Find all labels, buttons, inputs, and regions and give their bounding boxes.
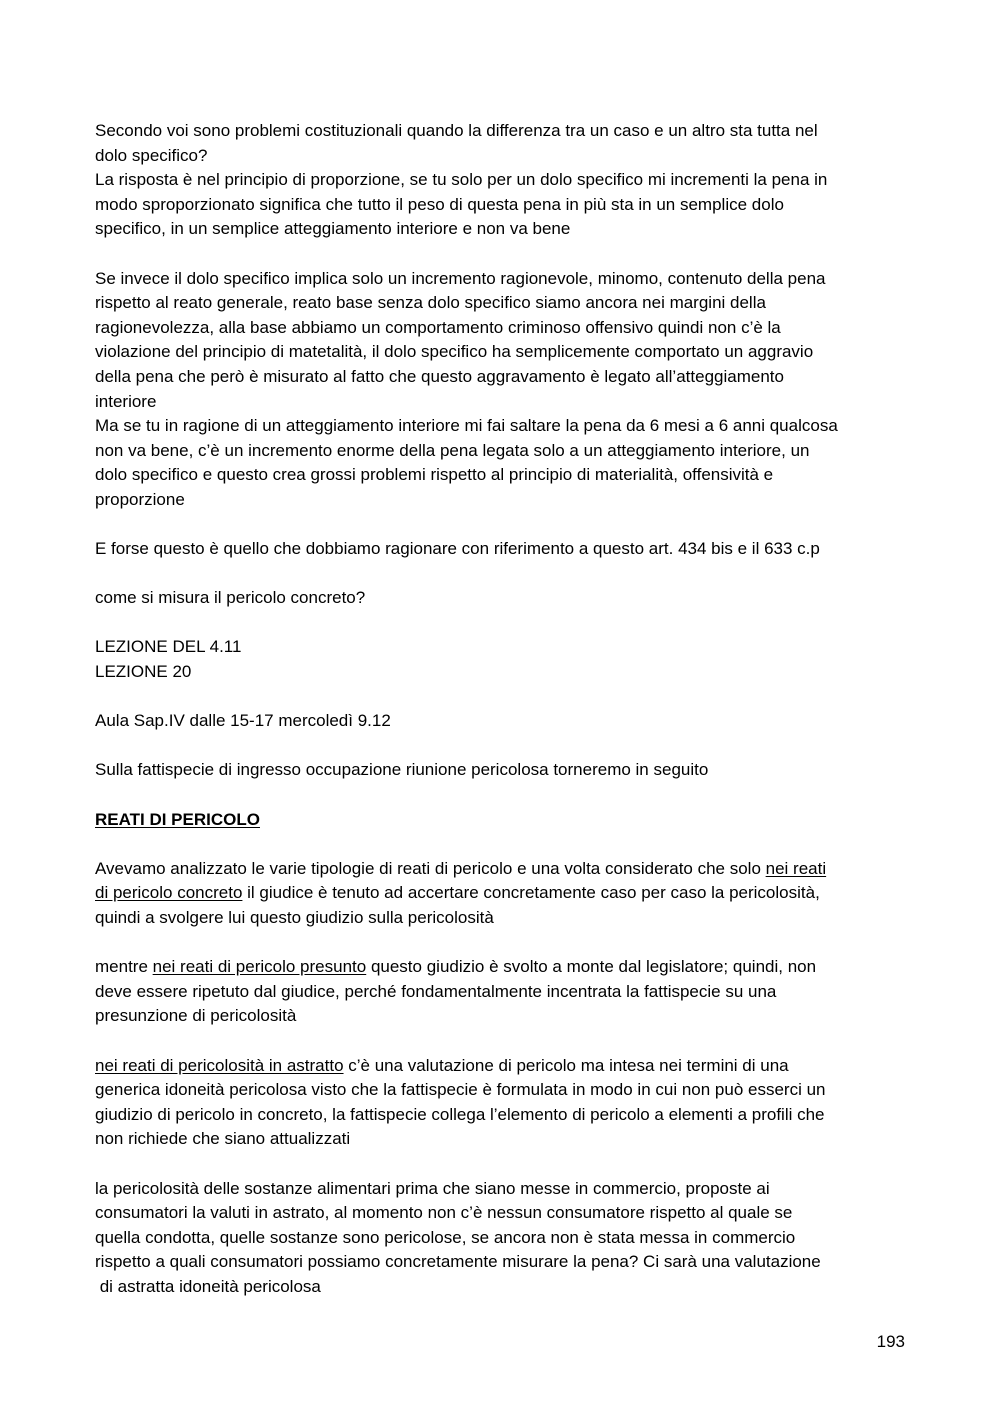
- text-segment: Avevamo analizzato le varie tipologie di reati di pericolo e una volta considerato che solo: [95, 858, 766, 878]
- text-line: interiore: [95, 391, 157, 411]
- text-line: violazione del principio di matetalità, il dolo specifico ha semplicemente comportato un aggravio: [95, 342, 814, 362]
- text-line: quella condotta, quelle sostanze sono pericolose, se ancora non è stata messa in commercio: [95, 1227, 796, 1247]
- paragraph-gap: [95, 1029, 910, 1054]
- text-line: quindi a svolgere lui questo giudizio sulla pericolosità: [95, 908, 494, 927]
- text-line: presunzione di pericolosità: [95, 1006, 297, 1026]
- text-line: proporzione: [95, 489, 185, 509]
- text-line: specifico, in un semplice atteggiamento interiore e non va bene: [95, 219, 571, 239]
- text-line: rispetto a quali consumatori possiamo concretamente misurare la pena? Ci sarà una valutazione: [95, 1252, 821, 1272]
- text-line: [95, 1054, 910, 1079]
- text-line: consumatori la valuti in astrato, al momento non c’è nessun consumatore rispetto al quale se: [95, 1203, 793, 1223]
- underlined-term: nei reati di pericolo presunto: [152, 957, 367, 977]
- text-line: Sulla fattispecie di ingresso occupazione riunione pericolosa torneremo in seguito: [95, 760, 709, 780]
- text-line: [95, 881, 910, 906]
- text-line: [95, 955, 910, 980]
- page-number: 193: [876, 1332, 905, 1351]
- text-line: non richiede che siano attualizzati: [95, 1129, 351, 1149]
- text-line: di astratta idoneità pericolosa: [95, 1276, 321, 1296]
- text-segment: mentre: [95, 957, 153, 977]
- text-line: come si misura il pericolo concreto?: [95, 588, 366, 608]
- lesson-number: LEZIONE 20: [95, 662, 192, 682]
- paragraph-gap: [95, 832, 910, 857]
- paragraph-gap: [95, 513, 910, 538]
- paragraph-gap: [95, 1152, 910, 1177]
- section-heading: REATI DI PERICOLO: [95, 809, 260, 829]
- text-line: [95, 857, 910, 882]
- text-line: la pericolosità delle sostanze alimentari prima che siano messe in commercio, proposte ai: [95, 1178, 770, 1198]
- text-line: deve essere ripetuto dal giudice, perché fondamentalmente incentrata la fattispecie su una: [95, 981, 777, 1001]
- underlined-term: di pericolo concreto: [95, 883, 243, 903]
- text-line: generica idoneità pericolosa visto che la fattispecie è formulata in modo in cui non può esserci un: [95, 1080, 826, 1100]
- text-line: Se invece il dolo specifico implica solo un incremento ragionevole, minomo, contenuto della pena: [95, 268, 826, 288]
- underlined-term: nei reati di pericolosità in astratto: [95, 1055, 344, 1075]
- paragraph-gap: [95, 783, 910, 808]
- text-segment: questo giudizio è svolto a monte dal legislatore; quindi, non: [366, 957, 817, 977]
- text-line: rispetto al reato generale, reato base senza dolo specifico siamo ancora nei margini della: [95, 293, 766, 313]
- paragraph-gap: [95, 562, 910, 587]
- text-line: E forse questo è quello che dobbiamo ragionare con riferimento a questo art. 434 bis e il 633 c.p: [95, 539, 820, 559]
- text-line: Secondo voi sono problemi costituzionali quando la differenza tra un caso e un altro sta tutta nel: [95, 121, 818, 140]
- lesson-date: LEZIONE DEL 4.11: [95, 637, 242, 657]
- underlined-term: nei reati: [765, 858, 827, 878]
- text-line: non va bene, c’è un incremento enorme della pena legata solo a un atteggiamento interiore, un: [95, 440, 810, 460]
- text-line: Ma se tu in ragione di un atteggiamento interiore mi fai saltare la pena da 6 mesi a 6 anni qualcosa: [95, 416, 838, 436]
- text-line: modo sproporzionato significa che tutto il peso di questa pena in più sta in un semplice dolo: [95, 194, 784, 214]
- text-line: ragionevolezza, alla base abbiamo un comportamento criminoso offensivo quindi non c’è la: [95, 317, 781, 337]
- text-line: dolo specifico?: [95, 145, 208, 165]
- text-line: della pena che però è misurato al fatto che questo aggravamento è legato all’atteggiamento: [95, 366, 784, 386]
- text-segment: il giudice è tenuto ad accertare concretamente caso per caso la pericolosità,: [242, 883, 820, 903]
- paragraph-gap: [95, 611, 910, 636]
- paragraph-gap: [95, 242, 910, 267]
- text-line: giudizio di pericolo in concreto, la fattispecie collega l’elemento di pericolo a elementi a profili che: [95, 1104, 825, 1124]
- paragraph-gap: [95, 931, 910, 956]
- paragraph-gap: [95, 685, 910, 710]
- document-body: [95, 119, 910, 1300]
- text-line: La risposta è nel principio di proporzione, se tu solo per un dolo specifico mi incrementi la pena in: [95, 170, 828, 190]
- paragraph-gap: [95, 734, 910, 759]
- text-line: Aula Sap.IV dalle 15-17 mercoledì 9.12: [95, 711, 391, 731]
- text-segment: c’è una valutazione di pericolo ma intesa nei termini di una: [343, 1055, 789, 1075]
- text-line: dolo specifico e questo crea grossi problemi rispetto al principio di materialità, offensività e: [95, 465, 774, 485]
